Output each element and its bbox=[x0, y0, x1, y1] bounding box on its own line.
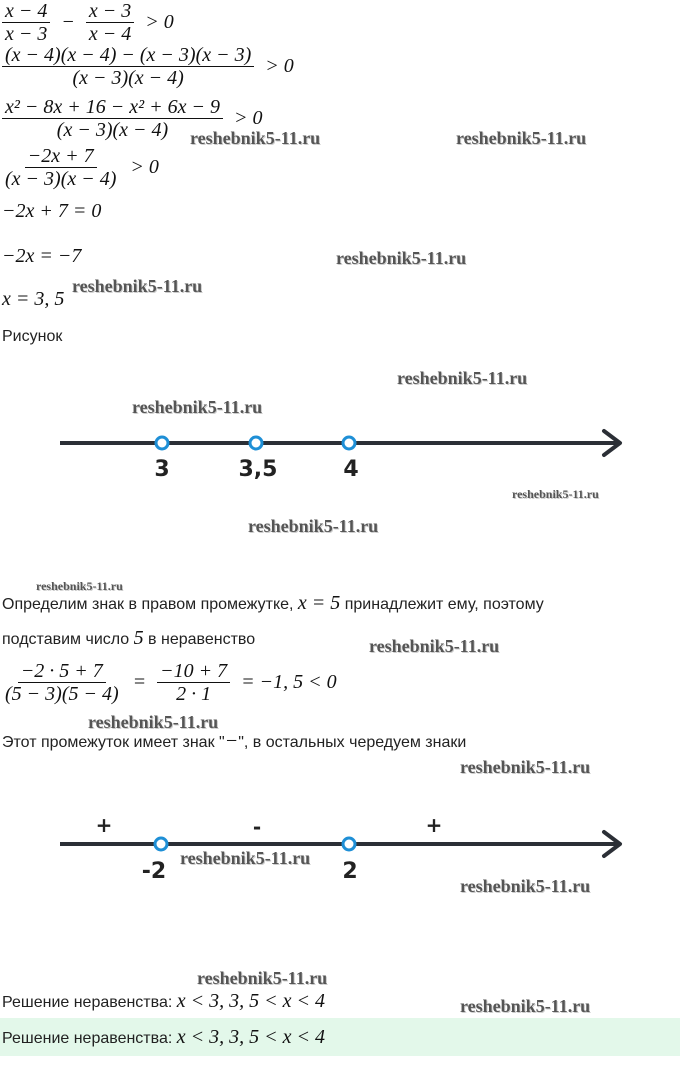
watermark: reshebnik5-11.ru bbox=[460, 996, 591, 1016]
step-6: −2x = −7 bbox=[2, 245, 82, 267]
point-4 bbox=[343, 437, 355, 449]
tick-label: -2 bbox=[141, 859, 167, 884]
watermark: reshebnik5-11.ru bbox=[336, 248, 467, 268]
watermark: reshebnik5-11.ru bbox=[512, 487, 599, 501]
sign-label: - bbox=[252, 815, 262, 839]
paragraph-right-interval: Определим знак в правом промежутке, x = 5 принадлежит ему, поэтому bbox=[2, 592, 544, 614]
watermark: reshebnik5-11.ru bbox=[397, 368, 528, 388]
watermark: reshebnik5-11.ru bbox=[180, 848, 311, 868]
watermark: reshebnik5-11.ru bbox=[248, 516, 379, 536]
point-3 bbox=[156, 437, 168, 449]
figure-label: Рисунок bbox=[2, 328, 63, 345]
answer-line: Решение неравенства: x < 3, 3, 5 < x < 4 bbox=[2, 1026, 325, 1048]
watermark: reshebnik5-11.ru bbox=[456, 128, 587, 148]
tick-label: 2 bbox=[342, 859, 358, 884]
solution-line: Решение неравенства: x < 3, 3, 5 < x < 4 bbox=[2, 990, 325, 1012]
tick-label: 3,5 bbox=[238, 457, 278, 482]
calculation: $\frac{-2 \cdot 5 + 7}{(5 - 3)(5 - 4)}$ = $\frac{-10 + 7}{2 \cdot 1}$ = −1, 5 < 0 bbox=[5, 660, 337, 705]
point-neg-2 bbox=[155, 838, 167, 850]
tick-label: 4 bbox=[343, 457, 359, 482]
watermark: reshebnik5-11.ru bbox=[190, 128, 321, 148]
watermark: reshebnik5-11.ru bbox=[460, 876, 591, 896]
number-line-1 bbox=[0, 420, 680, 490]
step-4: $\frac{-2x + 7}{(x - 3)(x - 4)}$ > 0 bbox=[5, 145, 159, 190]
watermark: reshebnik5-11.ru bbox=[460, 757, 591, 777]
fraction: $\frac{x - 3}{x - 4}$ bbox=[86, 0, 134, 45]
sign-paragraph: Этот промежуток имеет знак "−", в остальных чередуем знаки bbox=[2, 730, 467, 752]
watermark: reshebnik5-11.ru bbox=[132, 397, 263, 417]
watermark: reshebnik5-11.ru bbox=[36, 579, 123, 593]
step-2: $\frac{(x - 4)(x - 4) - (x - 3)(x - 3)}{(x - 3)(x - 4)}$ > 0 bbox=[2, 44, 300, 89]
number-line-2 bbox=[0, 810, 680, 885]
point-2 bbox=[343, 838, 355, 850]
paragraph-substitute: подставим число 5 в неравенство bbox=[2, 627, 256, 649]
watermark: reshebnik5-11.ru bbox=[88, 712, 219, 732]
tick-label: 3 bbox=[154, 457, 170, 482]
sign-label: + bbox=[425, 813, 443, 837]
step-7: x = 3, 5 bbox=[2, 288, 65, 310]
watermark: reshebnik5-11.ru bbox=[72, 276, 203, 296]
step-5: −2x + 7 = 0 bbox=[2, 200, 102, 222]
sign-label: + bbox=[95, 813, 113, 837]
point-3-5 bbox=[250, 437, 262, 449]
step-1: $\frac{x - 4}{x - 3}$ − $\frac{x - 3}{x - 4}$ > 0 bbox=[2, 0, 180, 45]
step-3: $\frac{\text{x² − 8x + 16 − x² + 6x − 9}}{(x - 3)(x - 4)}$ > 0 bbox=[2, 96, 268, 141]
watermark: reshebnik5-11.ru bbox=[369, 636, 500, 656]
fraction: $\frac{x - 4}{x - 3}$ bbox=[2, 0, 50, 45]
watermark: reshebnik5-11.ru bbox=[197, 968, 328, 988]
